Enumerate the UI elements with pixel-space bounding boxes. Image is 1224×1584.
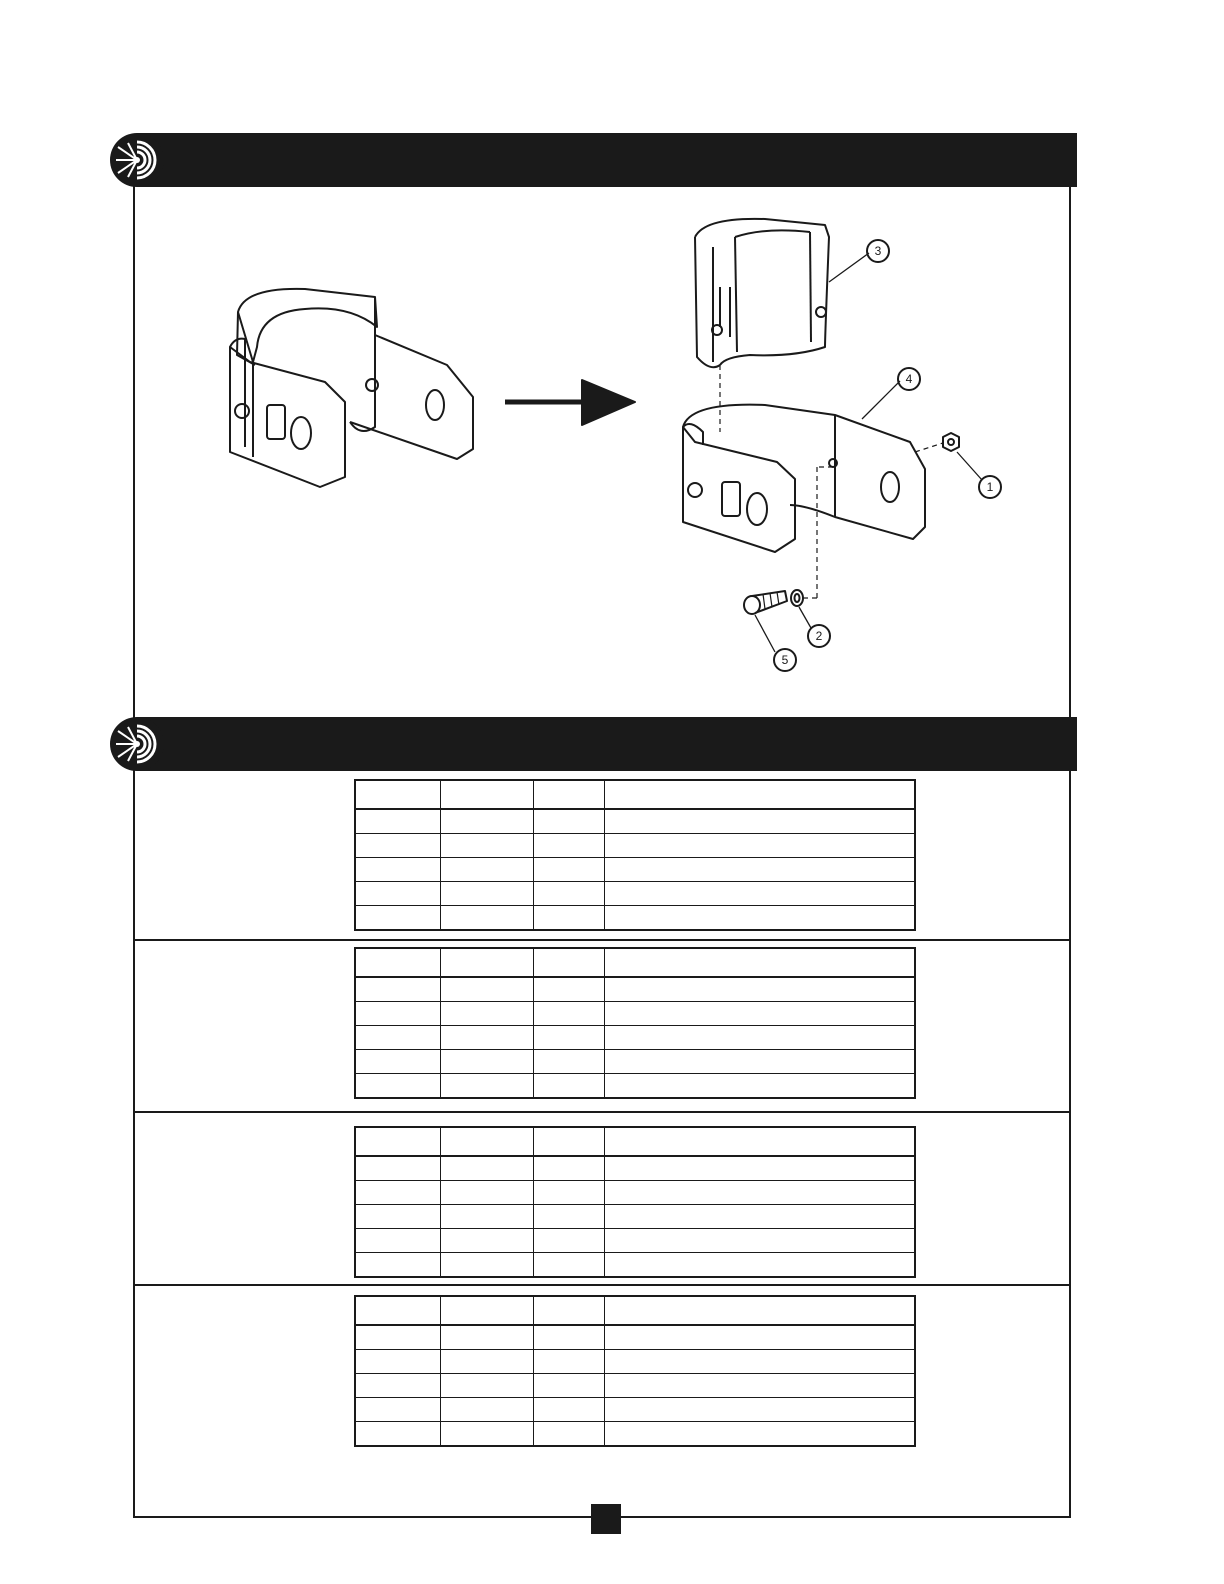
- bolt-part-drawing: [744, 591, 787, 614]
- table-header-cell: [440, 1127, 533, 1156]
- table-cell: [604, 1156, 915, 1181]
- table-cell: [355, 1374, 440, 1398]
- table-row: [355, 977, 915, 1002]
- table-header-cell: [440, 1296, 533, 1325]
- table-cell: [355, 1050, 440, 1074]
- table-cell: [355, 834, 440, 858]
- table-cell: [604, 1181, 915, 1205]
- table-cell: [533, 1350, 604, 1374]
- parts-table: [354, 1126, 916, 1278]
- table-cell: [604, 1074, 915, 1099]
- table-cell: [440, 1253, 533, 1278]
- section-banner-parts-list: [110, 717, 1077, 771]
- leader-lines: [755, 253, 982, 652]
- table-cell: [355, 1422, 440, 1447]
- table-cell: [533, 858, 604, 882]
- table-cell: [604, 1350, 915, 1374]
- table-cell: [604, 1205, 915, 1229]
- table-cell: [533, 906, 604, 931]
- table-header-cell: [533, 1296, 604, 1325]
- callout-4-label: 4: [905, 372, 913, 386]
- table-cell: [355, 809, 440, 834]
- table-cell: [533, 1156, 604, 1181]
- table-cell: [533, 1229, 604, 1253]
- table-cell: [604, 1398, 915, 1422]
- table-row: [355, 1156, 915, 1181]
- table-header-row: [355, 1127, 915, 1156]
- callout-3-label: 3: [874, 244, 882, 258]
- table-cell: [440, 809, 533, 834]
- table-cell: [533, 1325, 604, 1350]
- nut-part-drawing: [943, 433, 959, 451]
- table-cell: [533, 834, 604, 858]
- table-row: [355, 834, 915, 858]
- table-row: [355, 1050, 915, 1074]
- table-header-row: [355, 948, 915, 977]
- table-cell: [355, 1350, 440, 1374]
- table-header-cell: [533, 1127, 604, 1156]
- section-divider: [135, 939, 1069, 941]
- table-row: [355, 1205, 915, 1229]
- table-cell: [533, 1422, 604, 1447]
- assembly-drawing: [135, 187, 1069, 717]
- washer-part-drawing: [791, 590, 803, 606]
- table-header-cell: [604, 948, 915, 977]
- table-cell: [533, 977, 604, 1002]
- table-row: [355, 1002, 915, 1026]
- table-cell: [604, 1374, 915, 1398]
- table-cell: [355, 1026, 440, 1050]
- table-cell: [440, 1050, 533, 1074]
- banner-bar: [137, 133, 1077, 187]
- table-row: [355, 1026, 915, 1050]
- table-cell: [355, 1074, 440, 1099]
- table-cell: [604, 834, 915, 858]
- table-header-cell: [355, 948, 440, 977]
- table-cell: [355, 1156, 440, 1181]
- table-header-row: [355, 1296, 915, 1325]
- table-cell: [440, 906, 533, 931]
- table-cell: [604, 882, 915, 906]
- table-header-cell: [533, 780, 604, 809]
- table-cell: [355, 1229, 440, 1253]
- table-cell: [355, 1253, 440, 1278]
- table-cell: [604, 1253, 915, 1278]
- table-cell: [533, 1253, 604, 1278]
- table-cell: [604, 1002, 915, 1026]
- table-row: [355, 906, 915, 931]
- table-cell: [604, 1229, 915, 1253]
- table-cell: [440, 834, 533, 858]
- table-cell: [355, 906, 440, 931]
- table-header-cell: [604, 780, 915, 809]
- table-row: [355, 1350, 915, 1374]
- callout-5-label: 5: [781, 653, 789, 667]
- section-banner-assembly: [110, 133, 1077, 187]
- table-cell: [355, 1205, 440, 1229]
- table-cell: [440, 1205, 533, 1229]
- table-cell: [533, 1026, 604, 1050]
- table-cell: [533, 1074, 604, 1099]
- table-row: [355, 1422, 915, 1447]
- table-cell: [533, 1205, 604, 1229]
- table-cell: [533, 1398, 604, 1422]
- table-row: [355, 1181, 915, 1205]
- table-cell: [440, 977, 533, 1002]
- table-cell: [440, 1398, 533, 1422]
- section-divider: [135, 1111, 1069, 1113]
- table-header-cell: [355, 1127, 440, 1156]
- table-header-cell: [355, 1296, 440, 1325]
- table-header-cell: [440, 780, 533, 809]
- table-header-cell: [440, 948, 533, 977]
- table-header-cell: [604, 1296, 915, 1325]
- table-cell: [355, 977, 440, 1002]
- table-cell: [440, 1350, 533, 1374]
- target-logo-icon: [110, 717, 164, 771]
- table-cell: [604, 977, 915, 1002]
- table-cell: [355, 882, 440, 906]
- table-cell: [604, 906, 915, 931]
- table-row: [355, 1229, 915, 1253]
- table-cell: [604, 1050, 915, 1074]
- table-cell: [604, 1026, 915, 1050]
- table-cell: [440, 1026, 533, 1050]
- insert-part-drawing: [695, 219, 829, 367]
- table-header-cell: [533, 948, 604, 977]
- table-row: [355, 1398, 915, 1422]
- table-cell: [604, 1325, 915, 1350]
- table-row: [355, 1074, 915, 1099]
- table-cell: [355, 1325, 440, 1350]
- target-logo-icon: [110, 133, 164, 187]
- table-cell: [604, 809, 915, 834]
- table-row: [355, 1325, 915, 1350]
- assembly-arrow-icon: [505, 380, 635, 425]
- callout-2-label: 2: [815, 629, 823, 643]
- assembled-bracket-drawing: [230, 289, 473, 487]
- callout-1-label: 1: [986, 480, 994, 494]
- parts-table: [354, 779, 916, 931]
- table-row: [355, 858, 915, 882]
- table-cell: [440, 1229, 533, 1253]
- table-cell: [440, 1181, 533, 1205]
- table-row: [355, 1253, 915, 1278]
- table-cell: [355, 1398, 440, 1422]
- table-cell: [533, 882, 604, 906]
- table-cell: [440, 882, 533, 906]
- table-cell: [355, 1181, 440, 1205]
- table-cell: [604, 858, 915, 882]
- banner-bar: [137, 717, 1077, 771]
- table-cell: [355, 1002, 440, 1026]
- table-header-cell: [355, 780, 440, 809]
- table-row: [355, 882, 915, 906]
- table-row: [355, 1374, 915, 1398]
- table-cell: [604, 1422, 915, 1447]
- table-cell: [440, 1374, 533, 1398]
- table-cell: [440, 1156, 533, 1181]
- bracket-part-drawing: [683, 405, 925, 552]
- table-cell: [533, 809, 604, 834]
- table-cell: [440, 1002, 533, 1026]
- section-divider: [135, 1284, 1069, 1286]
- page-number-tab: [591, 1504, 621, 1534]
- table-cell: [533, 1050, 604, 1074]
- table-row: [355, 809, 915, 834]
- table-cell: [533, 1002, 604, 1026]
- table-cell: [355, 858, 440, 882]
- table-header-cell: [604, 1127, 915, 1156]
- alignment-lines: [720, 365, 943, 598]
- table-cell: [440, 1422, 533, 1447]
- table-cell: [440, 1325, 533, 1350]
- table-cell: [533, 1181, 604, 1205]
- table-cell: [440, 858, 533, 882]
- parts-table: [354, 1295, 916, 1447]
- parts-table: [354, 947, 916, 1099]
- table-header-row: [355, 780, 915, 809]
- table-cell: [440, 1074, 533, 1099]
- table-cell: [533, 1374, 604, 1398]
